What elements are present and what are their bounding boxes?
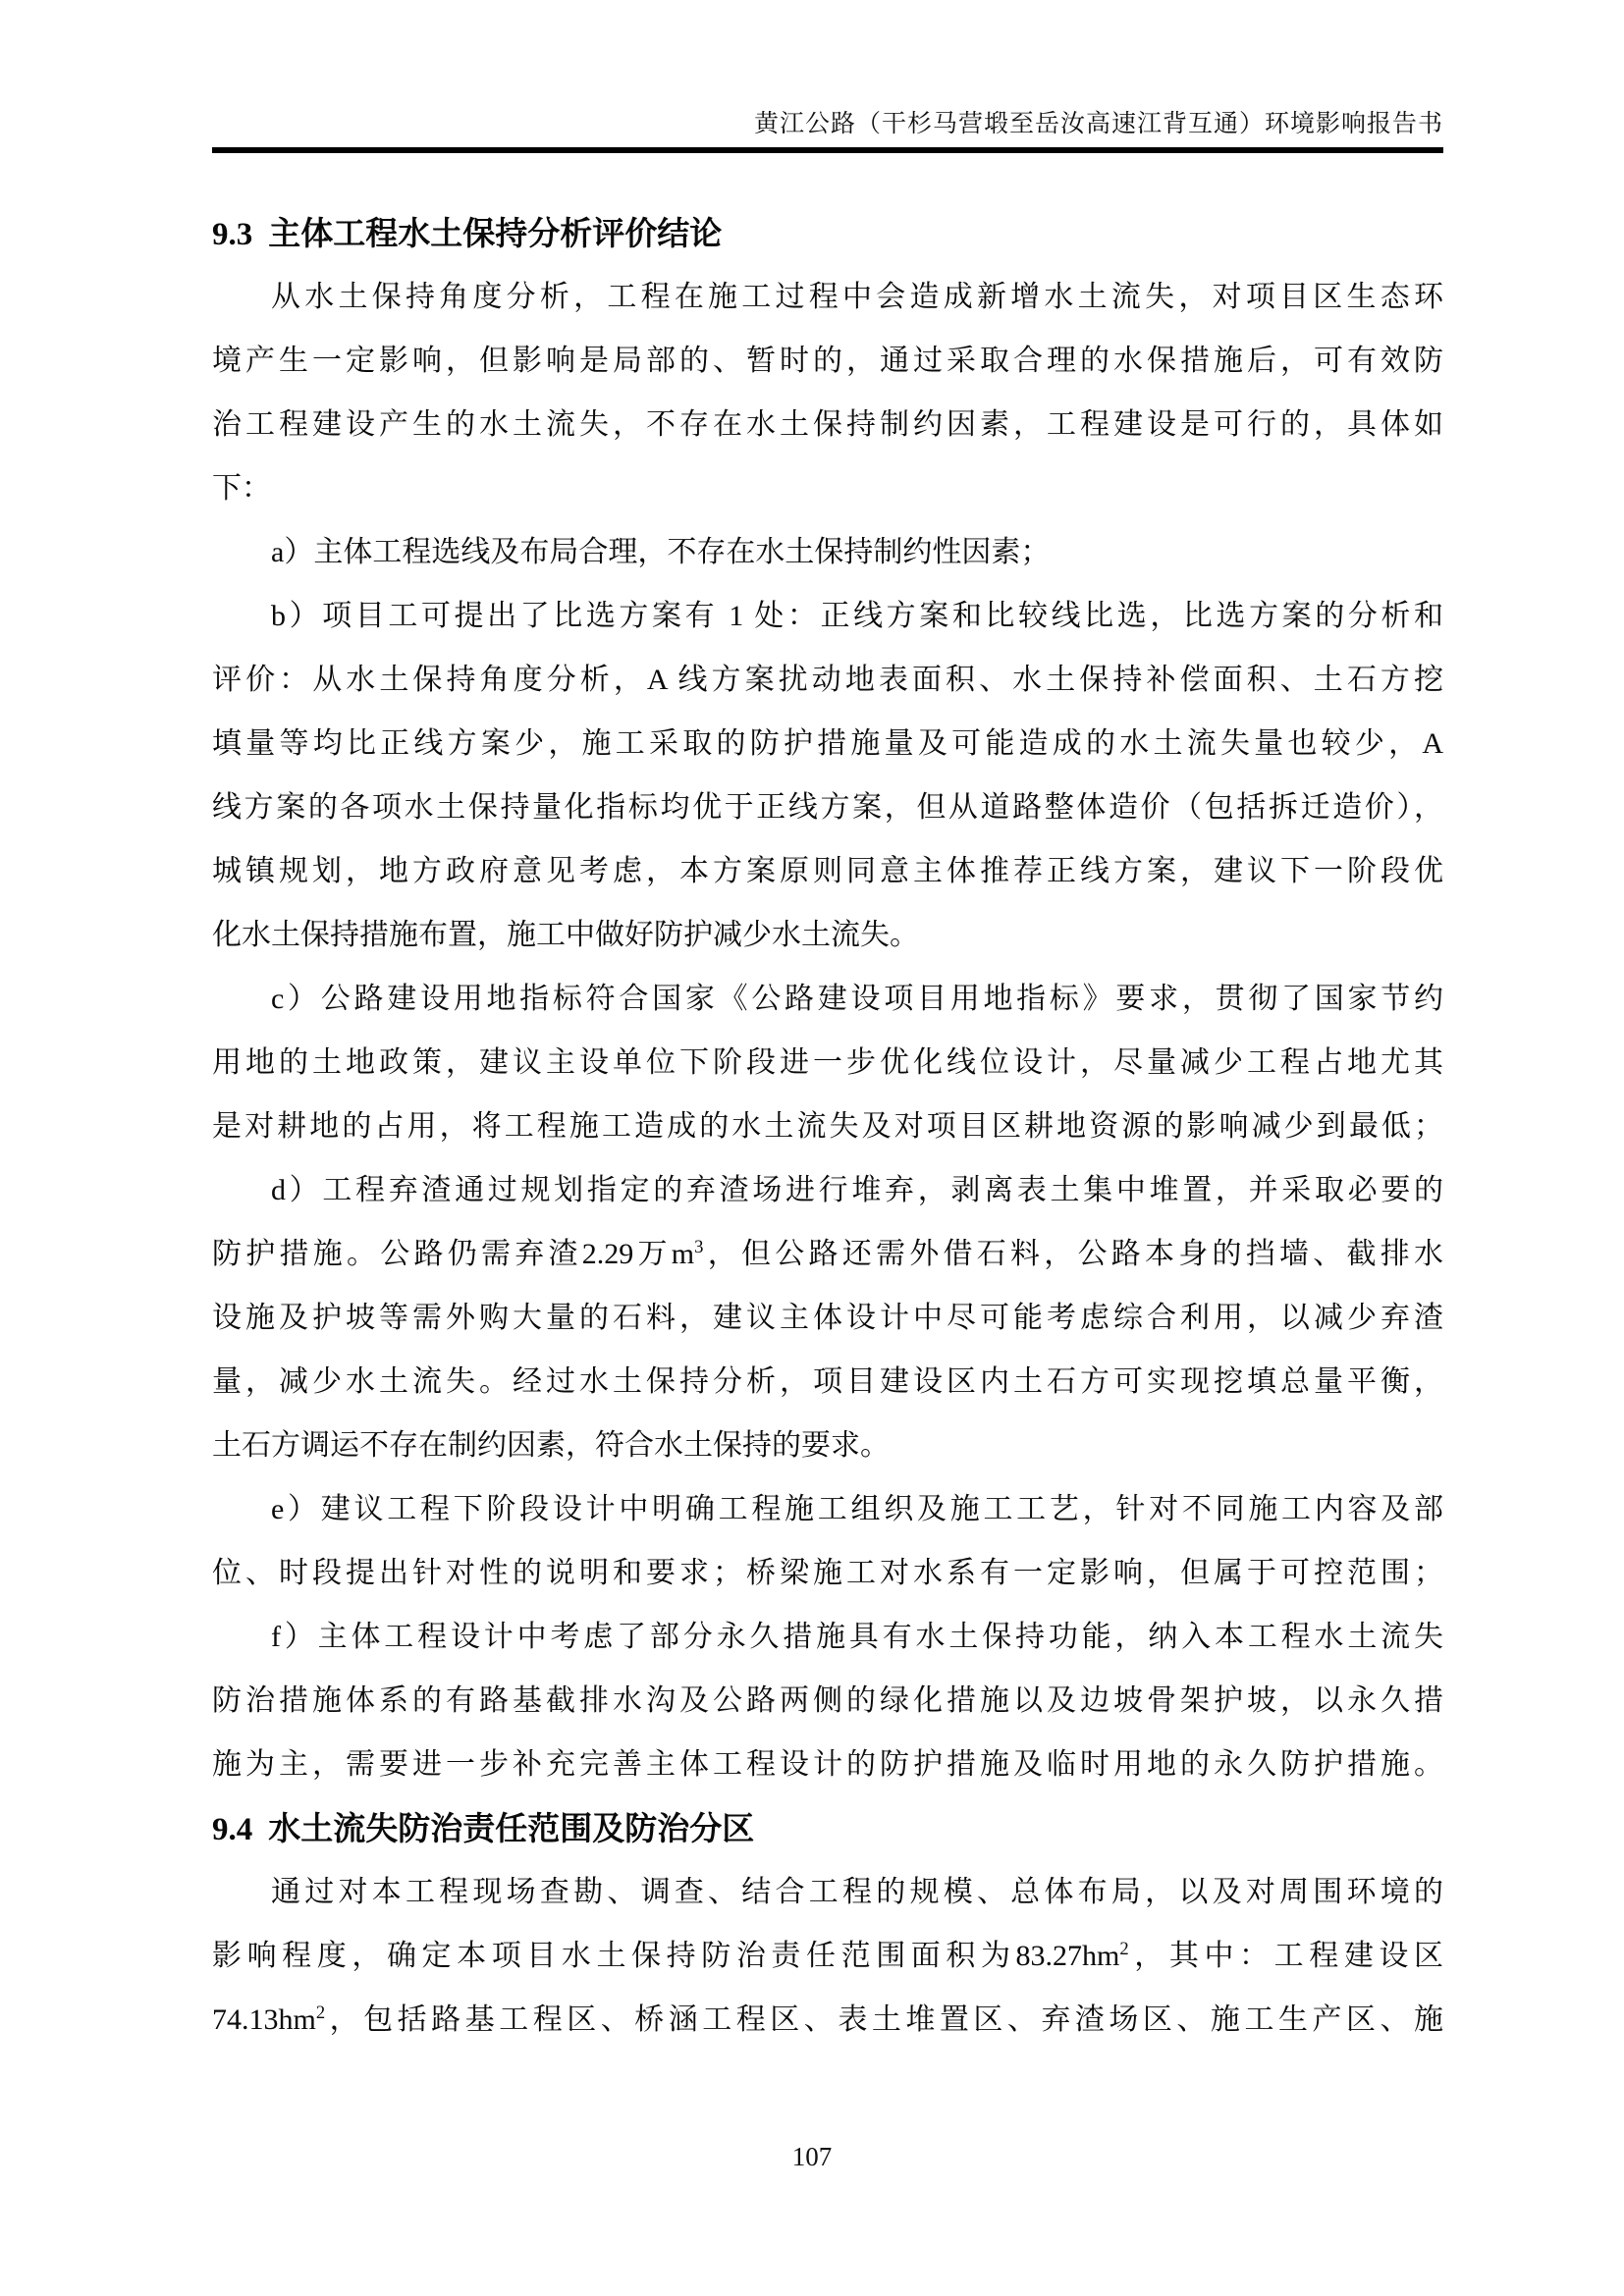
header-title: 黄江公路（干杉马营塅至岳汝高速江背互通）环境影响报告书 [753,111,1443,137]
superscript: 2 [1119,1939,1129,1959]
text-line: 线方案的各项水土保持量化指标均优于正线方案，但从道路整体造价（包括拆迁造价）， [212,791,1443,824]
text-line: 化水土保持措施布置，施工中做好防护减少水土流失。 [212,919,919,951]
text-line: 从水土保持角度分析，工程在施工过程中会造成新增水土流失，对项目区生态环 [271,281,1443,313]
text-line: 土石方调运不存在制约因素，符合水土保持的要求。 [212,1429,890,1462]
section-title: 水土流失防治责任范围及防治分区 [268,1810,755,1846]
text-line: 境产生一定影响，但影响是局部的、暂时的，通过采取合理的水保措施后，可有效防 [212,345,1443,377]
text-line: $74.13hm^2$，包括路基工程区、桥涵工程区、表土堆置区、弃渣场区、施工生产区、施 [212,2002,1443,2036]
text-line: 城镇规划，地方政府意见考虑，本方案原则同意主体推荐正线方案，建议下一阶段优 [212,855,1443,887]
text-line: 通过对本工程现场查勘、调查、结合工程的规模、总体布局，以及对周围环境的 [271,1876,1443,1908]
header-rule [212,147,1443,153]
document-content [212,201,1443,2052]
text-line: 防治措施体系的有路基截排水沟及公路两侧的绿化措施以及边坡骨架护坡，以永久措 [212,1684,1443,1717]
text-line: 设施及护坡等需外购大量的石料，建议主体设计中尽可能考虑综合利用，以减少弃渣 [212,1302,1443,1334]
section-title: 主体工程水土保持分析评价结论 [268,215,723,251]
superscript: 2 [315,2002,326,2023]
section-heading [212,1796,1443,1860]
section-heading [212,201,1443,265]
section-number: 9.3 [212,217,253,252]
text-line: f）主体工程设计中考虑了部分永久措施具有水土保持功能，纳入本工程水土流失 [271,1621,1443,1653]
text-line: 用地的土地政策，建议主设单位下阶段进一步优化线位设计，尽量减少工程占地尤其 [212,1046,1443,1079]
page-number: 107 [791,2142,833,2171]
section-number: 9.4 [212,1812,253,1847]
text-line: c）公路建设用地指标符合国家《公路建设项目用地指标》要求，贯彻了国家节约 [271,983,1443,1015]
text-line: 防护措施。公路仍需弃渣2.29万$m^3$，但公路还需外借石料，公路本身的挡墙、截排水 [212,1237,1444,1270]
text-line: 下： [212,472,271,505]
superscript: 3 [694,1237,704,1257]
text-line: 是对耕地的占用，将工程施工造成的水土流失及对项目区耕地资源的影响减少到最低； [212,1110,1443,1143]
text-line: e）建议工程下阶段设计中明确工程施工组织及施工工艺，针对不同施工内容及部 [271,1493,1443,1525]
text-line: 评价：从水土保持角度分析，A 线方案扰动地表面积、水土保持补偿面积、土石方挖 [212,664,1443,696]
page-header [212,108,1443,141]
text-line: b）项目工可提出了比选方案有 1 处：正线方案和比较线比选，比选方案的分析和 [271,600,1443,632]
text-line: 量，减少水土流失。经过水土保持分析，项目建设区内土石方可实现挖填总量平衡， [212,1365,1443,1398]
text-line: 位、时段提出针对性的说明和要求；桥梁施工对水系有一定影响，但属于可控范围； [212,1557,1443,1589]
text-line: 治工程建设产生的水土流失，不存在水土保持制约因素，工程建设是可行的，具体如 [212,408,1443,441]
text-line: d）工程弃渣通过规划指定的弃渣场进行堆弃，剥离表土集中堆置，并采取必要的 [271,1174,1443,1206]
text-line: 施为主，需要进一步补充完善主体工程设计的防护措施及临时用地的永久防护措施。 [212,1748,1443,1781]
text-line: 影响程度，确定本项目水土保持防治责任范围面积为$83.27hm^2$，其中：工程建设区 [212,1939,1443,1972]
text-line: a）主体工程选线及布局合理，不存在水土保持制约性因素； [271,536,1051,568]
text-line: 填量等均比正线方案少，施工采取的防护措施量及可能造成的水土流失量也较少，A [212,727,1443,760]
